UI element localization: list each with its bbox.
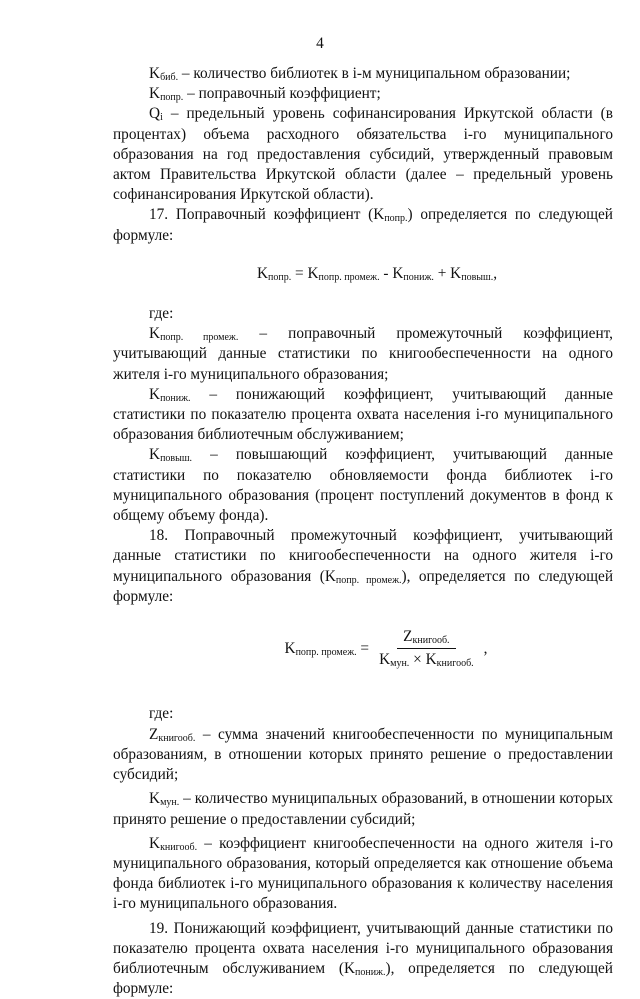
where-label-2: где: [149, 705, 174, 723]
where-label-1: где: [149, 305, 174, 323]
definition-z-kn: $Z_{книгооб.}$ – сумма значений книгообеспеченности по муниципальным образованиям, в отношении которых принято решение о предоставлении субсидий; [113, 725, 613, 784]
formula2-lhs: $K_{попр. промеж.}$ = [284, 639, 370, 658]
formula2-fraction [373, 627, 480, 670]
definition-k-mun: $K_{мун.}$ – количество муниципальных образований, в отношении которых принято решение о предоставлении субсидий; [113, 790, 613, 828]
definition-k-bib: $K_{биб.}$ – количество библиотек в i-м муниципальном образовании; [149, 65, 571, 83]
definition-q-i: $Q_i$ – предельный уровень софинансирования Иркутской области (в процентах) объема расходного обязательства i-го муниципального образования на год предоставления субсидий, утвержденный правовым актом Правительства Иркутской области (далее – предельный уровень софинансирования Иркутской области). [113, 105, 613, 204]
paragraph-17: 17. Поправочный коэффициент $(K_{попр.})$ определяется по следующей формуле: [113, 206, 613, 244]
definition-k-popr: $K_{попр.}$ – поправочный коэффициент; [149, 85, 381, 104]
document-body [113, 64, 613, 999]
definition-k-kn: $K_{книгооб.}$ – коэффициент книгообеспеченности на одного жителя i-го муниципального образования, который определяется как отношение объема фонда библиотек i-го муниципального образования к количеству населения i-го муниципального образования. [113, 834, 613, 913]
definition-k-ponizh: $K_{пониж.}$ – понижающий коэффициент, учитывающий данные статистики по показателю процента охвата населения i-го муниципального образования библиотечным обслуживанием; [113, 385, 613, 444]
definition-k-prom: $K_{попр. промеж.}$ – поправочный промежуточный коэффициент, учитывающий данные статистики по книгообеспеченности на одного жителя i-го муниципального образования; [113, 325, 614, 383]
formula2-numerator: $Z_{книгооб.}$ [397, 627, 455, 649]
paragraph-18: 18. Поправочный промежуточный коэффициент, учитывающий данные статистики по книгообеспеченности на одного жителя i-го муниципального образования $(K_{попр. промеж.})$, определяется по следующей формуле: [113, 527, 614, 605]
formula2-denominator: $K_{мун.} \times K_{книгооб.}$ [379, 651, 474, 670]
page-number: 4 [316, 35, 324, 52]
paragraph-19: 19. Понижающий коэффициент, учитывающий данные статистики по показателю процента охвата населения i-го муниципального образования библиотечным обслуживанием $(K_{пониж.})$, определяется по следующей формуле: [113, 919, 613, 998]
formula2-comma: , [483, 639, 488, 657]
formula-intermediate-coefficient [159, 627, 613, 670]
definition-k-povysh: $K_{повыш.}$ – повышающий коэффициент, учитывающий данные статистики по показателю обновляемости фонда библиотек i-го муниципального образования (процент поступлений документов в фонд к общему объему фонда). [113, 446, 613, 525]
formula-correction-coefficient: $K_{попр.} = K_{попр. промеж.} - K_{пониж.} + K_{повыш.}$, [256, 264, 498, 283]
